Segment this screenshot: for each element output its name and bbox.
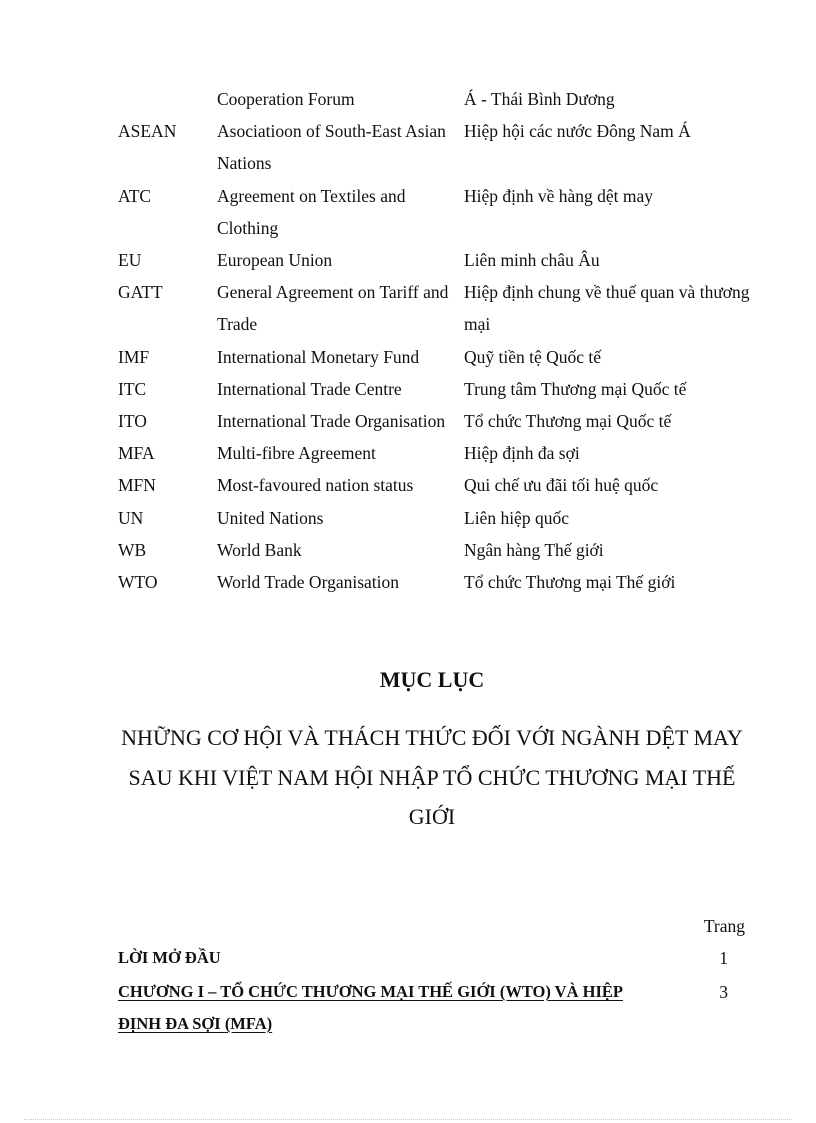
table-row	[118, 180, 764, 244]
abbr-cell: GATT	[118, 282, 163, 303]
abbr-cell: WTO	[118, 572, 158, 593]
table-row	[118, 276, 764, 340]
english-cell: Agreement on Textiles and Clothing	[217, 185, 406, 238]
abbr-cell: ITC	[118, 378, 147, 399]
english-cell: International Trade Organisation	[217, 411, 446, 432]
table-row	[118, 373, 764, 405]
english-cell: Multi-fibre Agreement	[217, 443, 376, 464]
toc-entry-intro[interactable]	[118, 942, 728, 974]
english-cell: Asociatioon of South-East Asian Nations	[217, 121, 446, 174]
table-row	[118, 83, 764, 115]
english-cell: General Agreement on Tariff and Trade	[217, 282, 449, 335]
abbreviation-table	[118, 83, 764, 598]
english-cell: Cooperation Forum	[217, 89, 355, 109]
vietnamese-cell: Hiệp định đa sợi	[464, 443, 580, 464]
english-cell: European Union	[217, 250, 333, 271]
english-cell: World Bank	[217, 539, 302, 560]
vietnamese-cell: Liên hiệp quốc	[464, 507, 569, 528]
title-line-1: NHỮNG CƠ HỘI VÀ THÁCH THỨC ĐỐI VỚI NGÀNH DỆT MAY	[121, 725, 743, 750]
table-row	[118, 244, 764, 276]
table-row	[118, 341, 764, 373]
title-line-2: SAU KHI VIỆT NAM HỘI NHẬP TỔ CHỨC THƯƠNG MẠI THẾ GIỚI	[128, 764, 736, 829]
vietnamese-cell: Hiệp định về hàng dệt may	[464, 185, 654, 206]
vietnamese-cell: Hiệp định chung về thuế quan và thương mại	[464, 282, 750, 335]
toc-entry-page: 3	[719, 982, 728, 1002]
toc-entry-label: CHƯƠNG I – TỔ CHỨC THƯƠNG MẠI THẾ GIỚI (WTO) VÀ HIỆP ĐỊNH ĐA SỢI (MFA)	[118, 982, 623, 1033]
toc-entry-chapter-1[interactable]	[118, 976, 728, 1040]
abbr-cell: IMF	[118, 346, 150, 367]
abbr-cell: MFN	[118, 475, 156, 496]
table-row	[118, 534, 764, 566]
table-row	[118, 405, 764, 437]
toc-entry-label: LỜI MỞ ĐẦU	[118, 948, 221, 967]
vietnamese-cell: Hiệp hội các nước Đông Nam Á	[464, 121, 691, 142]
vietnamese-cell: Qui chế ưu đãi tối huệ quốc	[464, 475, 659, 496]
abbr-cell: ATC	[118, 185, 152, 206]
english-cell: Most-favoured nation status	[217, 475, 414, 496]
document-title	[108, 718, 756, 837]
table-row	[118, 115, 764, 179]
toc-entry-page: 1	[719, 948, 728, 968]
english-cell: International Monetary Fund	[217, 346, 420, 367]
toc-heading: MỤC LỤC	[379, 667, 485, 692]
vietnamese-cell: Tổ chức Thương mại Thế giới	[464, 572, 676, 593]
english-cell: International Trade Centre	[217, 378, 402, 399]
abbr-cell: EU	[118, 250, 142, 271]
vietnamese-cell: Tổ chức Thương mại Quốc tế	[464, 411, 672, 432]
english-cell: United Nations	[217, 507, 324, 528]
vietnamese-cell: Quỹ tiền tệ Quốc tế	[464, 346, 602, 367]
abbr-cell: UN	[118, 507, 144, 528]
vietnamese-cell: Liên minh châu Âu	[464, 250, 600, 271]
abbr-cell: MFA	[118, 443, 155, 464]
vietnamese-cell: Á - Thái Bình Dương	[464, 89, 615, 109]
vietnamese-cell: Trung tâm Thương mại Quốc tế	[464, 378, 687, 399]
abbr-cell: ASEAN	[118, 121, 177, 142]
abbr-cell	[118, 83, 217, 115]
page-column-label: Trang	[703, 916, 745, 936]
abbr-cell: ITO	[118, 411, 147, 432]
table-row	[118, 566, 764, 598]
table-row	[118, 502, 764, 534]
vietnamese-cell: Ngân hàng Thế giới	[464, 539, 604, 560]
page-bottom-rule	[24, 1119, 792, 1120]
abbr-cell: WB	[118, 539, 147, 560]
english-cell: World Trade Organisation	[217, 572, 400, 593]
table-row	[118, 469, 764, 501]
table-row	[118, 437, 764, 469]
